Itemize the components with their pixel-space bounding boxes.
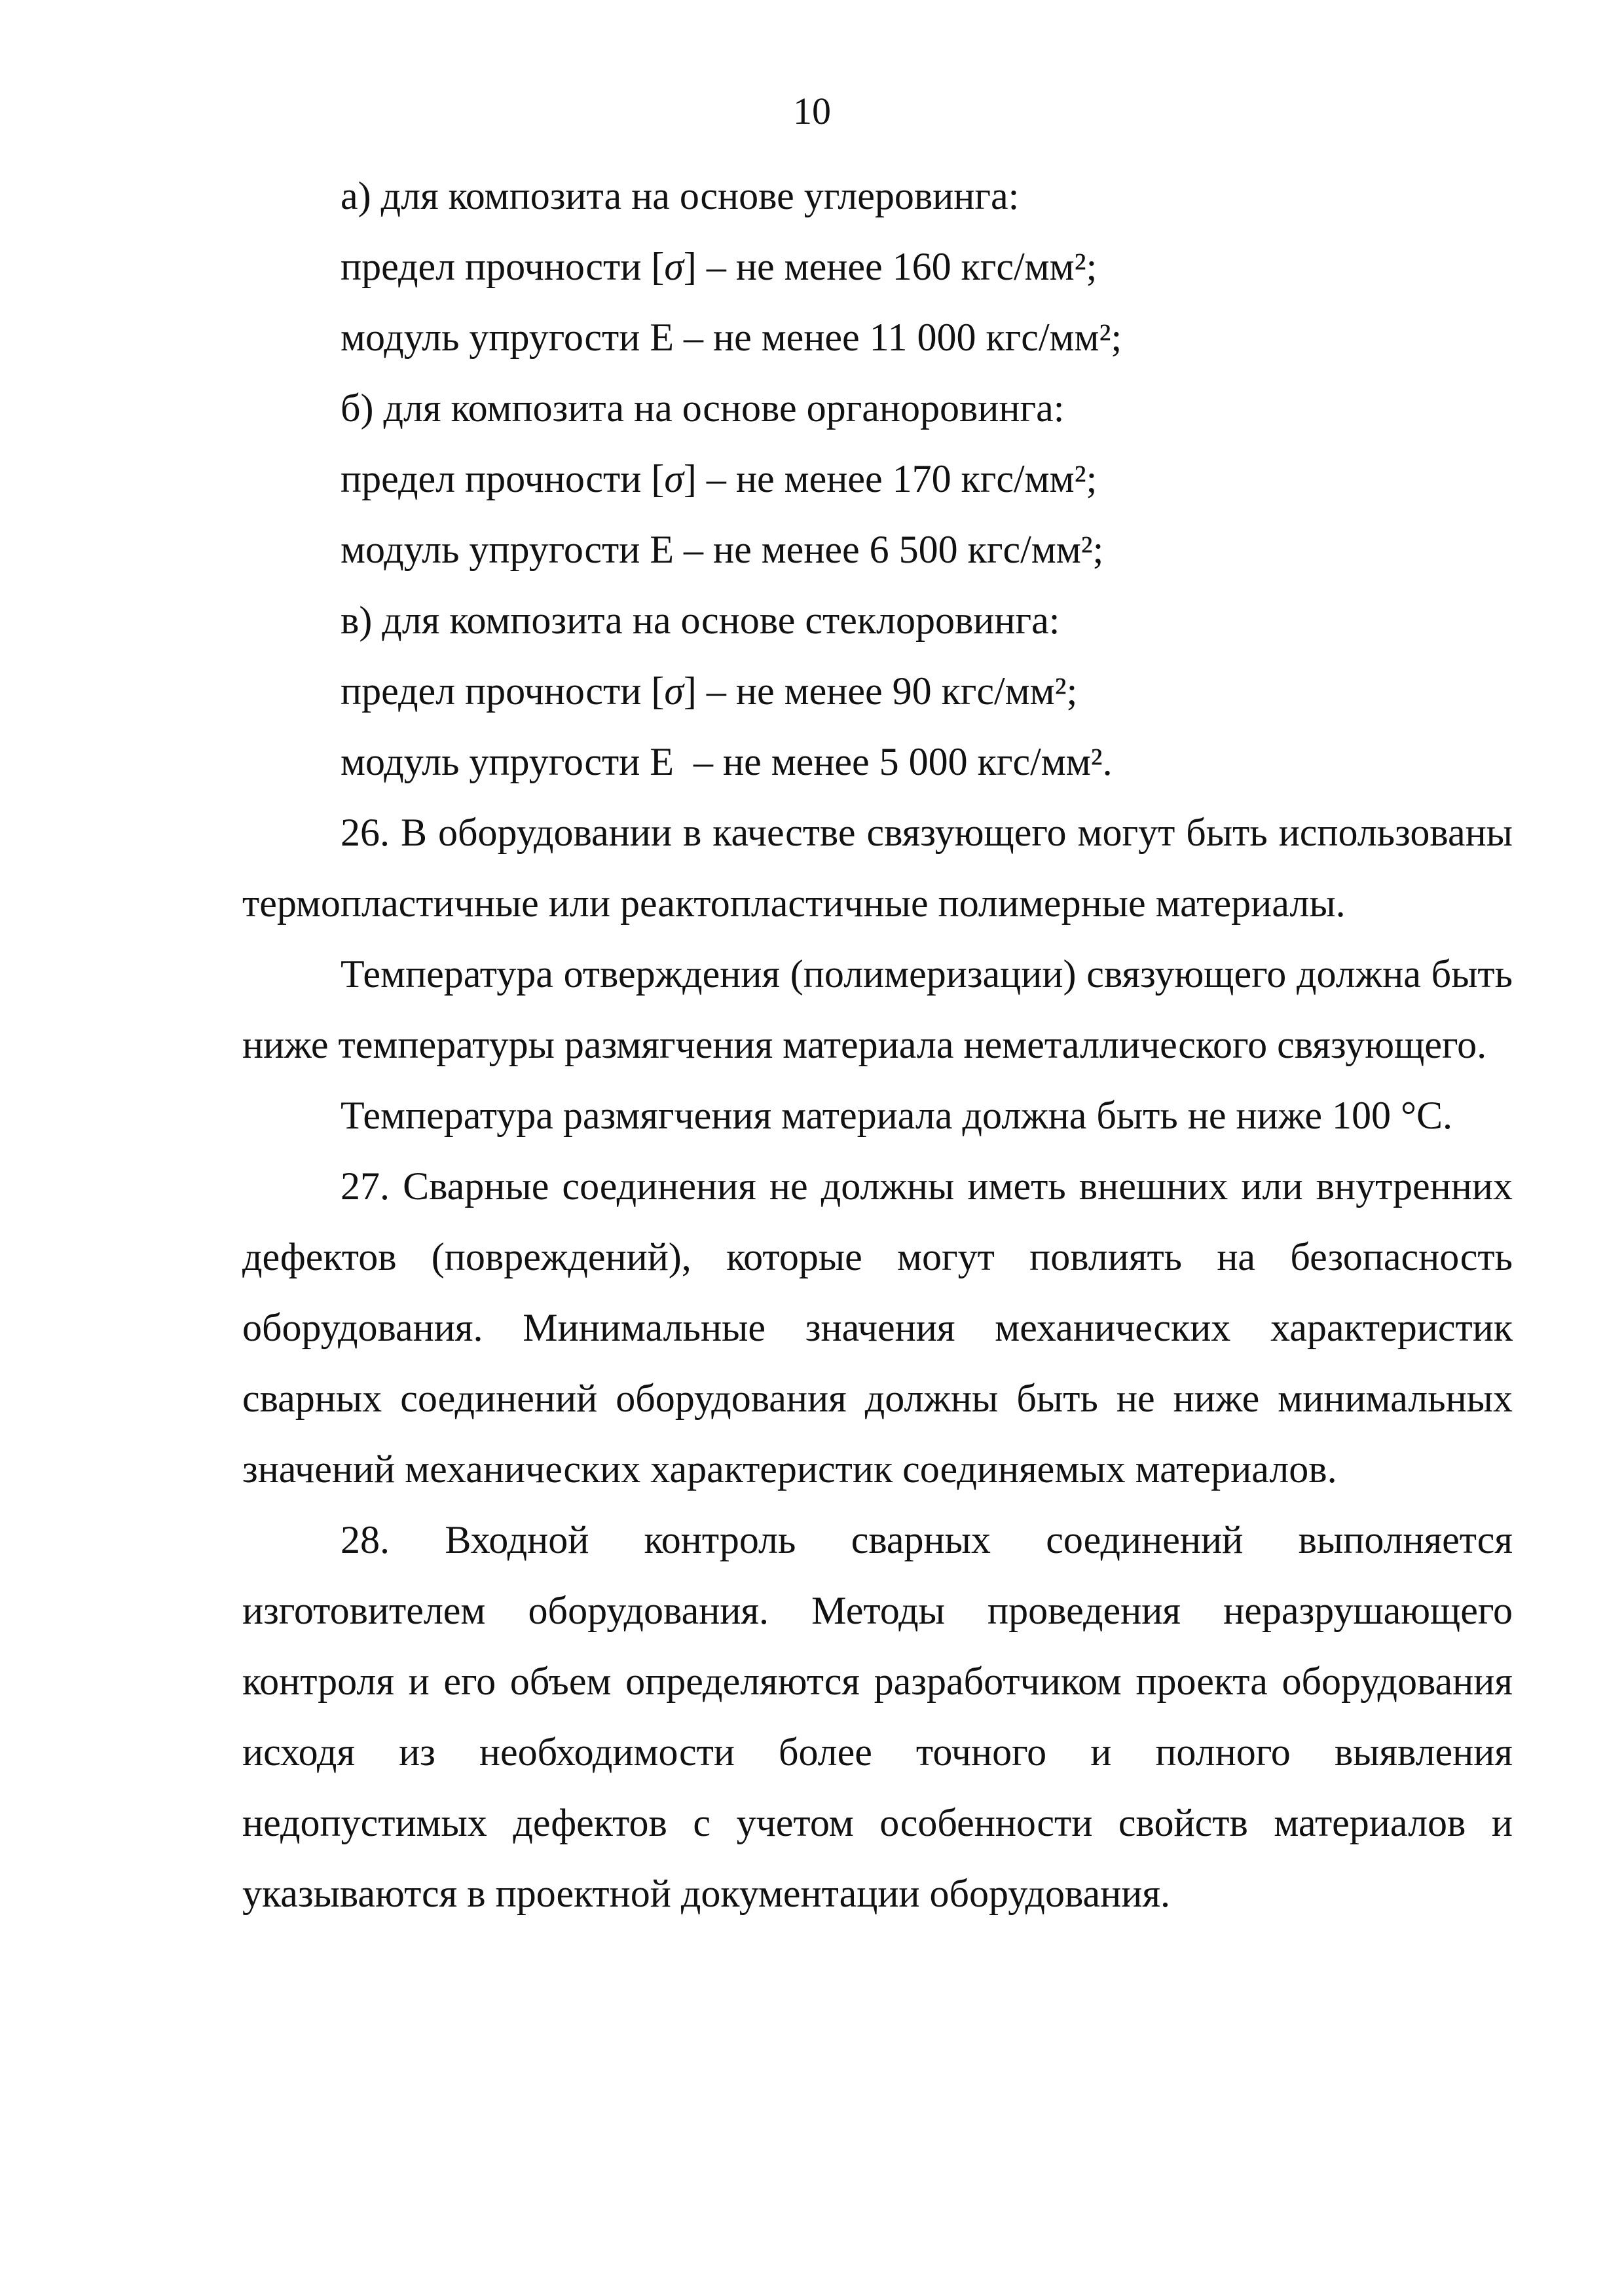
paragraph-curing-temperature: Температура отверждения (полимеризации) связующего должна быть ниже температуры размягчения материала неметаллического связующего. xyxy=(242,952,1513,1066)
page-number: 10 xyxy=(793,90,831,132)
list-item-a-modulus: модуль упругости Е – не менее 11 000 кгс/мм²; xyxy=(341,316,1122,359)
list-item-b-strength: предел прочности [σ] – не менее 170 кгс/мм²; xyxy=(341,457,1098,500)
paragraph-28: 28. Входной контроль сварных соединений выполняется изготовителем оборудования. Методы проведения неразрушающего контроля и его объем определяются разработчиком проекта оборудования исходя из необходимости более точного и полного выявления недопустимых дефектов с учетом особенности свойств материалов и указываются в проектной документации оборудования. xyxy=(242,1518,1513,1915)
list-item-b-heading: б) для композита на основе органоровинга: xyxy=(341,386,1065,430)
document-body xyxy=(242,160,1513,1929)
paragraph-softening-temperature: Температура размягчения материала должна быть не ниже 100 °С. xyxy=(341,1094,1453,1137)
list-item-a-strength: предел прочности [σ] – не менее 160 кгс/мм²; xyxy=(341,245,1098,288)
list-item-c-modulus: модуль упругости Е – не менее 5 000 кгс/мм². xyxy=(341,740,1113,783)
paragraph-26: 26. В оборудовании в качестве связующего могут быть использованы термопластичные или реактопластичные полимерные материалы. xyxy=(242,811,1513,925)
list-item-a-heading: а) для композита на основе углеровинга: xyxy=(341,174,1020,217)
list-item-c-heading: в) для композита на основе стеклоровинга: xyxy=(341,599,1060,642)
list-item-c-strength: предел прочности [σ] – не менее 90 кгс/мм²; xyxy=(341,669,1078,713)
paragraph-27: 27. Сварные соединения не должны иметь внешних или внутренних дефектов (повреждений), которые могут повлиять на безопасность оборудования. Минимальные значения механических характеристик сварных соединений оборудования должны быть не ниже минимальных значений механических характеристик соединяемых материалов. xyxy=(242,1165,1513,1491)
list-item-b-modulus: модуль упругости Е – не менее 6 500 кгс/мм²; xyxy=(341,528,1104,571)
